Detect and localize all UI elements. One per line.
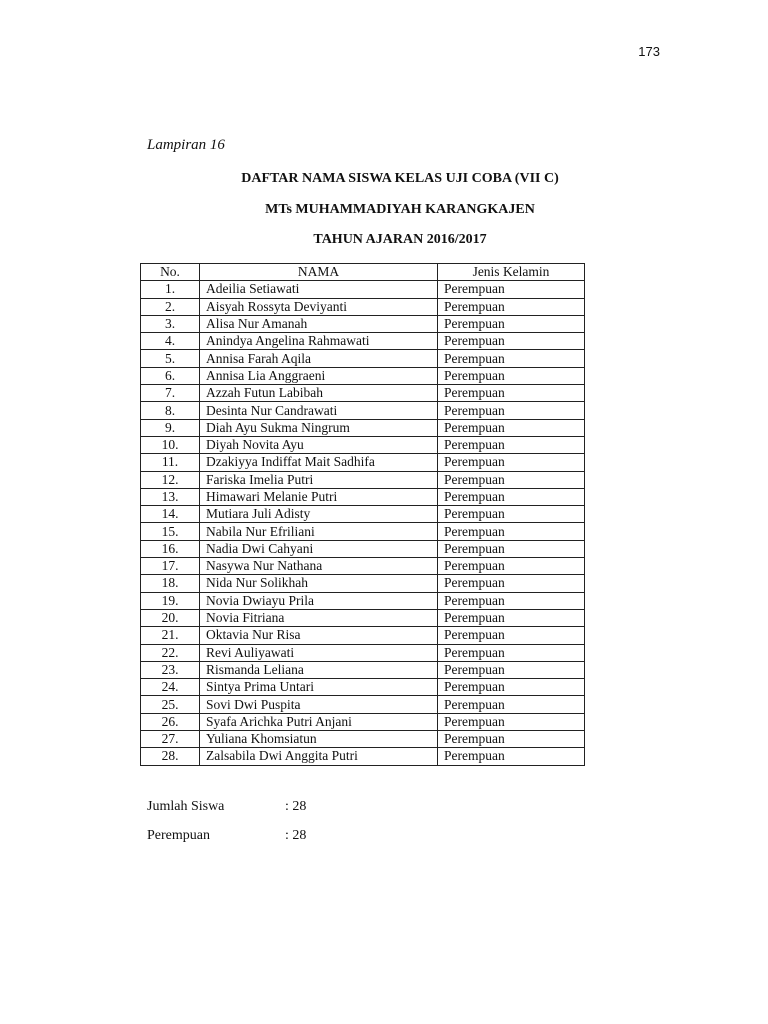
cell-gender: Perempuan	[438, 385, 585, 402]
column-header-no: No.	[141, 264, 200, 281]
cell-no: 4.	[141, 333, 200, 350]
cell-gender: Perempuan	[438, 627, 585, 644]
cell-no: 22.	[141, 644, 200, 661]
cell-name: Novia Fitriana	[200, 609, 438, 626]
table-row	[141, 558, 585, 575]
table-row	[141, 350, 585, 367]
cell-gender: Perempuan	[438, 558, 585, 575]
cell-name: Diyah Novita Ayu	[200, 436, 438, 453]
cell-name: Anindya Angelina Rahmawati	[200, 333, 438, 350]
cell-name: Himawari Melanie Putri	[200, 488, 438, 505]
table-row	[141, 609, 585, 626]
cell-no: 7.	[141, 385, 200, 402]
cell-name: Nasywa Nur Nathana	[200, 558, 438, 575]
cell-no: 1.	[141, 281, 200, 298]
document-title: DAFTAR NAMA SISWA KELAS UJI COBA (VII C)	[241, 171, 559, 186]
table-row	[141, 315, 585, 332]
table-row	[141, 471, 585, 488]
cell-no: 14.	[141, 506, 200, 523]
summary-total-label: Jumlah Siswa	[147, 799, 225, 814]
cell-name: Desinta Nur Candrawati	[200, 402, 438, 419]
table-row	[141, 454, 585, 471]
table-row	[141, 679, 585, 696]
cell-no: 25.	[141, 696, 200, 713]
cell-name: Sovi Dwi Puspita	[200, 696, 438, 713]
table-row	[141, 333, 585, 350]
cell-name: Rismanda Leliana	[200, 661, 438, 678]
cell-name: Annisa Farah Aqila	[200, 350, 438, 367]
academic-year: TAHUN AJARAN 2016/2017	[313, 232, 487, 247]
cell-gender: Perempuan	[438, 592, 585, 609]
cell-gender: Perempuan	[438, 644, 585, 661]
cell-gender: Perempuan	[438, 436, 585, 453]
cell-no: 28.	[141, 748, 200, 765]
table-row	[141, 696, 585, 713]
cell-name: Fariska Imelia Putri	[200, 471, 438, 488]
table-row	[141, 506, 585, 523]
cell-gender: Perempuan	[438, 540, 585, 557]
summary-total-value: : 28	[285, 799, 307, 814]
cell-gender: Perempuan	[438, 471, 585, 488]
cell-gender: Perempuan	[438, 523, 585, 540]
cell-no: 3.	[141, 315, 200, 332]
cell-no: 27.	[141, 731, 200, 748]
cell-no: 21.	[141, 627, 200, 644]
cell-no: 8.	[141, 402, 200, 419]
cell-name: Yuliana Khomsiatun	[200, 731, 438, 748]
table-row	[141, 281, 585, 298]
cell-gender: Perempuan	[438, 609, 585, 626]
cell-gender: Perempuan	[438, 488, 585, 505]
cell-name: Novia Dwiayu Prila	[200, 592, 438, 609]
cell-no: 5.	[141, 350, 200, 367]
table-row	[141, 488, 585, 505]
column-header-name: NAMA	[200, 264, 438, 281]
table-row	[141, 540, 585, 557]
cell-no: 15.	[141, 523, 200, 540]
cell-gender: Perempuan	[438, 696, 585, 713]
table-row	[141, 436, 585, 453]
cell-gender: Perempuan	[438, 350, 585, 367]
cell-name: Dzakiyya Indiffat Mait Sadhifa	[200, 454, 438, 471]
summary-total	[147, 799, 306, 815]
cell-no: 20.	[141, 609, 200, 626]
cell-name: Alisa Nur Amanah	[200, 315, 438, 332]
cell-no: 11.	[141, 454, 200, 471]
column-header-gender: Jenis Kelamin	[438, 264, 585, 281]
table-row	[141, 644, 585, 661]
summary-female-label: Perempuan	[147, 828, 210, 843]
cell-name: Aisyah Rossyta Deviyanti	[200, 298, 438, 315]
cell-gender: Perempuan	[438, 402, 585, 419]
cell-name: Zalsabila Dwi Anggita Putri	[200, 748, 438, 765]
page-number: 173	[638, 44, 660, 59]
summary-female-value: : 28	[285, 828, 307, 843]
cell-gender: Perempuan	[438, 575, 585, 592]
cell-gender: Perempuan	[438, 748, 585, 765]
table-row	[141, 419, 585, 436]
cell-no: 12.	[141, 471, 200, 488]
table-row	[141, 592, 585, 609]
cell-name: Adeilia Setiawati	[200, 281, 438, 298]
cell-gender: Perempuan	[438, 333, 585, 350]
cell-gender: Perempuan	[438, 281, 585, 298]
table-header-row	[141, 264, 585, 281]
cell-name: Nadia Dwi Cahyani	[200, 540, 438, 557]
cell-no: 13.	[141, 488, 200, 505]
table-row	[141, 731, 585, 748]
cell-gender: Perempuan	[438, 367, 585, 384]
table-row	[141, 575, 585, 592]
table-row	[141, 385, 585, 402]
cell-gender: Perempuan	[438, 661, 585, 678]
cell-gender: Perempuan	[438, 713, 585, 730]
cell-gender: Perempuan	[438, 315, 585, 332]
table-row	[141, 367, 585, 384]
appendix-label: Lampiran 16	[147, 137, 225, 153]
cell-name: Syafa Arichka Putri Anjani	[200, 713, 438, 730]
cell-gender: Perempuan	[438, 731, 585, 748]
cell-no: 17.	[141, 558, 200, 575]
cell-name: Mutiara Juli Adisty	[200, 506, 438, 523]
cell-no: 2.	[141, 298, 200, 315]
table-row	[141, 402, 585, 419]
cell-name: Azzah Futun Labibah	[200, 385, 438, 402]
table-row	[141, 523, 585, 540]
cell-no: 24.	[141, 679, 200, 696]
cell-gender: Perempuan	[438, 506, 585, 523]
summary-female	[147, 828, 306, 844]
cell-gender: Perempuan	[438, 454, 585, 471]
school-name: MTs MUHAMMADIYAH KARANGKAJEN	[265, 202, 535, 217]
table-row	[141, 748, 585, 765]
cell-no: 16.	[141, 540, 200, 557]
cell-gender: Perempuan	[438, 419, 585, 436]
table-row	[141, 661, 585, 678]
cell-name: Nabila Nur Efriliani	[200, 523, 438, 540]
cell-no: 26.	[141, 713, 200, 730]
cell-name: Annisa Lia Anggraeni	[200, 367, 438, 384]
student-table	[140, 263, 585, 766]
cell-no: 19.	[141, 592, 200, 609]
cell-name: Diah Ayu Sukma Ningrum	[200, 419, 438, 436]
table-row	[141, 298, 585, 315]
cell-name: Revi Auliyawati	[200, 644, 438, 661]
cell-name: Nida Nur Solikhah	[200, 575, 438, 592]
cell-no: 18.	[141, 575, 200, 592]
table-body	[141, 281, 585, 765]
cell-name: Oktavia Nur Risa	[200, 627, 438, 644]
cell-no: 23.	[141, 661, 200, 678]
cell-gender: Perempuan	[438, 679, 585, 696]
cell-no: 9.	[141, 419, 200, 436]
cell-no: 6.	[141, 367, 200, 384]
cell-no: 10.	[141, 436, 200, 453]
cell-gender: Perempuan	[438, 298, 585, 315]
table-row	[141, 713, 585, 730]
cell-name: Sintya Prima Untari	[200, 679, 438, 696]
table-row	[141, 627, 585, 644]
